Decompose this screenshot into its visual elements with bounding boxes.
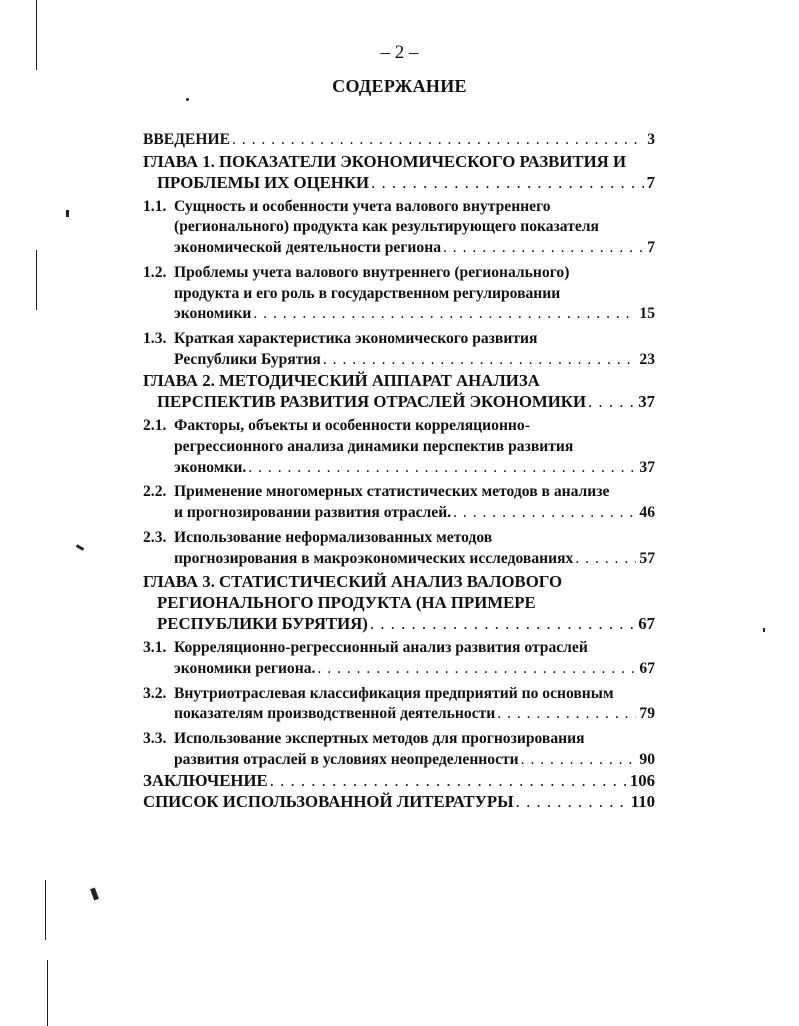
toc-title: СОДЕРЖАНИЕ <box>332 76 467 96</box>
toc-entry-section-2-3[interactable] <box>143 528 655 569</box>
toc-entry-label: экономки. <box>174 458 247 476</box>
section-number: 2.2. <box>143 483 167 501</box>
toc-entry-section-1-2[interactable] <box>143 263 655 325</box>
dot-leader <box>370 613 635 634</box>
toc-entry-label: экономической деятельности региона <box>174 239 441 257</box>
section-number: 2.3. <box>143 528 167 546</box>
toc-entry-label: и прогнозировании развития отраслей. <box>174 504 452 522</box>
scan-speck <box>186 98 189 101</box>
scan-speck <box>90 888 99 901</box>
section-number: 3.1. <box>143 639 167 657</box>
scan-edge-line <box>45 880 46 940</box>
toc-entry-label: ПРОБЛЕМЫ ИХ ОЦЕНКИ <box>157 172 370 192</box>
section-number: 2.1. <box>143 417 167 435</box>
toc-entry-label: развития отраслей в условиях неопределенности <box>174 750 519 768</box>
toc-entry-label: продукта и его роль в государственном регулировании <box>174 284 561 302</box>
toc-entry-label: Краткая характеристика экономического развития <box>174 329 538 347</box>
toc-entry-label: ГЛАВА 3. СТАТИСТИЧЕСКИЙ АНАЛИЗ ВАЛОВОГО <box>143 572 563 592</box>
scan-speck <box>76 544 84 551</box>
dot-leader <box>232 130 644 151</box>
dot-leader <box>453 503 636 524</box>
toc-entry-section-3-2[interactable] <box>143 684 655 725</box>
dot-leader <box>588 391 635 412</box>
toc-page-number: 37 <box>639 458 655 476</box>
toc-entry-label: экономики <box>174 305 252 323</box>
toc-entry-label: РЕСПУБЛИКИ БУРЯТИЯ) <box>157 614 368 634</box>
toc-entry-chapter-2[interactable] <box>143 370 655 412</box>
toc-entry-label: Проблемы учета валового внутреннего (регионального) <box>174 263 570 281</box>
toc-entry-label: Использование неформализованных методов <box>174 528 493 546</box>
toc-page-number: 90 <box>639 750 655 768</box>
dot-leader <box>497 704 636 725</box>
toc-entry-label: (регионального) продукта как результирующего показателя <box>174 218 599 236</box>
section-number: 1.3. <box>143 329 167 347</box>
scan-speck <box>763 628 765 632</box>
section-number: 3.3. <box>143 730 167 748</box>
toc-entry-label: Республики Бурятия <box>174 350 321 368</box>
toc-entry-label: Корреляционно-регрессионный анализ развития отраслей <box>174 639 588 657</box>
toc-page-number: 3 <box>647 131 655 148</box>
scan-edge-line <box>47 960 48 1026</box>
toc-entry-section-2-1[interactable] <box>143 416 655 478</box>
toc-page-number: 15 <box>639 305 655 323</box>
dot-leader <box>317 659 636 680</box>
dot-leader <box>575 549 636 570</box>
toc-entry-chapter-3[interactable] <box>143 571 655 634</box>
toc-entry-bibliography[interactable] <box>143 791 655 812</box>
toc-page-number: 79 <box>639 705 655 723</box>
toc-page-number: 7 <box>647 239 655 257</box>
toc-entry-label: регрессионного анализа динамики перспектив развития <box>174 438 574 456</box>
toc-entry-label: Внутриотраслевая классификация предприятий по основным <box>174 684 614 702</box>
toc-entry-label: Сущность и особенности учета валового внутреннего <box>174 197 551 215</box>
toc-entry-section-1-3[interactable] <box>143 329 655 370</box>
toc-entry-label: Использование экспертных методов для прогнозирования <box>174 730 585 748</box>
section-number: 3.2. <box>143 684 167 702</box>
dot-leader <box>521 750 637 771</box>
toc-entry-label: прогнозирования в макроэкономических исследованиях <box>174 549 574 567</box>
dot-leader <box>371 172 644 193</box>
toc-page-number: 106 <box>629 771 655 791</box>
toc-entry-section-1-1[interactable] <box>143 197 655 259</box>
dot-leader <box>516 791 628 812</box>
toc-page-number: 7 <box>646 172 655 192</box>
toc-entry-label: РЕГИОНАЛЬНОГО ПРОДУКТА (НА ПРИМЕРЕ <box>157 593 536 613</box>
toc-entry-chapter-1[interactable] <box>143 151 655 193</box>
dot-leader <box>443 238 644 259</box>
section-number: 1.2. <box>143 263 167 281</box>
toc-entry-section-3-1[interactable] <box>143 638 655 679</box>
toc-entry-label: экономики региона. <box>174 659 316 677</box>
toc-entry-introduction[interactable] <box>143 130 655 151</box>
toc-entry-label: ВВЕДЕНИЕ <box>143 131 230 148</box>
toc-entry-section-3-3[interactable] <box>143 729 655 770</box>
toc-page-number: 110 <box>630 792 655 812</box>
toc-entry-conclusion[interactable] <box>143 770 655 791</box>
toc-page-number: 23 <box>639 350 655 368</box>
toc-entry-label: показателям производственной деятельности <box>174 705 496 723</box>
toc-entry-label: ГЛАВА 2. МЕТОДИЧЕСКИЙ АППАРАТ АНАЛИЗА <box>143 371 540 391</box>
toc-entry-label: ГЛАВА 1. ПОКАЗАТЕЛИ ЭКОНОМИЧЕСКОГО РАЗВИТИЯ И <box>143 151 627 171</box>
page-number: – 2 – <box>380 42 419 63</box>
toc-entry-label: СПИСОК ИСПОЛЬЗОВАННОЙ ЛИТЕРАТУРЫ <box>143 792 514 812</box>
dot-leader <box>323 350 637 371</box>
toc-entry-label: Применение многомерных статистических методов в анализе <box>174 483 610 501</box>
toc-entry-label: ПЕРСПЕКТИВ РАЗВИТИЯ ОТРАСЛЕЙ ЭКОНОМИКИ <box>157 392 587 412</box>
table-of-contents <box>143 130 655 812</box>
toc-entry-label: ЗАКЛЮЧЕНИЕ <box>143 771 268 791</box>
dot-leader <box>248 458 636 479</box>
scan-speck <box>66 210 69 217</box>
toc-page-number: 67 <box>638 614 655 634</box>
toc-page-number: 37 <box>638 392 655 412</box>
section-number: 1.1. <box>143 197 167 215</box>
toc-entry-section-2-2[interactable] <box>143 482 655 523</box>
dot-leader <box>270 770 627 791</box>
toc-page-number: 57 <box>639 549 655 567</box>
toc-page-number: 46 <box>639 504 655 522</box>
dot-leader <box>253 304 636 325</box>
toc-entry-label: Факторы, объекты и особенности корреляционно- <box>174 417 530 435</box>
scan-edge-line <box>36 250 37 310</box>
toc-page-number: 67 <box>639 659 655 677</box>
